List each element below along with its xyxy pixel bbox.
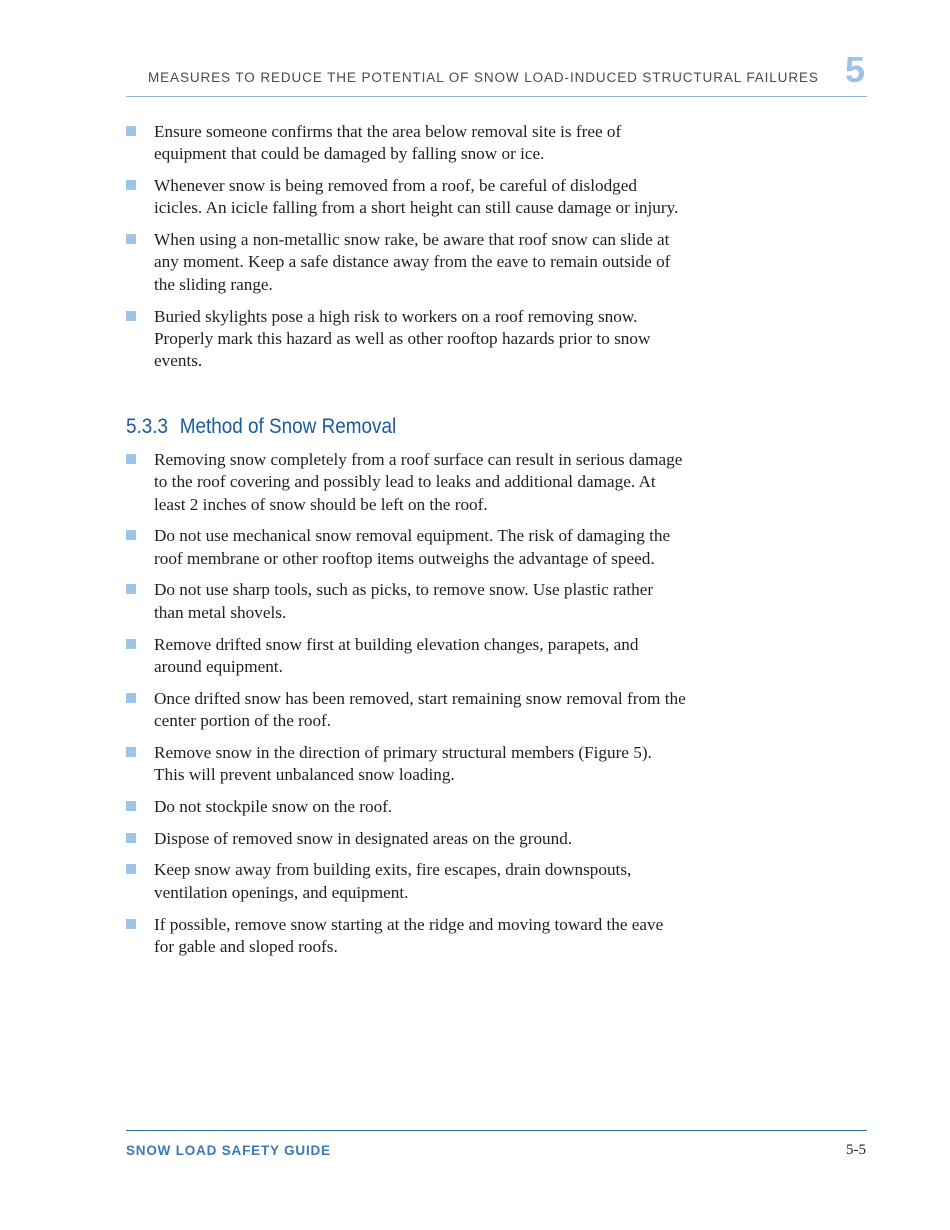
footer-divider — [126, 1130, 867, 1131]
list-item-text: When using a non-metallic snow rake, be aware that roof snow can slide at any moment. Keep a safe distance away from the eave to remain outside of the sliding range. — [154, 230, 671, 294]
running-header-title: MEASURES TO REDUCE THE POTENTIAL OF SNOW LOAD-INDUCED STRUCTURAL FAILURES — [148, 70, 819, 85]
list-item — [126, 742, 686, 787]
list-item — [126, 796, 686, 818]
square-bullet-icon — [126, 126, 136, 136]
square-bullet-icon — [126, 454, 136, 464]
list-item-text: Removing snow completely from a roof surface can result in serious damage to the roof covering and possibly lead to leaks and additional damage. At least 2 inches of snow should be left on the roof. — [154, 450, 683, 514]
list-item-text: Remove snow in the direction of primary structural members (Figure 5). This will prevent unbalanced snow loading. — [154, 742, 652, 785]
list-item — [126, 914, 686, 959]
list-item — [126, 859, 686, 904]
section-title: Method of Snow Removal — [179, 415, 397, 438]
square-bullet-icon — [126, 234, 136, 244]
list-item-text: Whenever snow is being removed from a roof, be careful of dislodged icicles. An icicle falling from a short height can still cause damage or injury. — [154, 176, 679, 218]
section-number: 5.3.3 — [126, 415, 169, 438]
square-bullet-icon — [126, 584, 136, 594]
square-bullet-icon — [126, 864, 136, 874]
square-bullet-icon — [126, 833, 136, 843]
list-item — [126, 634, 686, 679]
square-bullet-icon — [126, 801, 136, 811]
list-item — [126, 175, 686, 220]
list-item — [126, 306, 686, 373]
list-item-text: Ensure someone confirms that the area below removal site is free of equipment that could be damaged by falling snow or ice. — [154, 122, 622, 164]
list-item — [126, 688, 686, 733]
list-item — [126, 229, 686, 296]
list-item-text: Do not use mechanical snow removal equipment. The risk of damaging the roof membrane or other rooftop items outweighs the advantage of speed. — [154, 526, 671, 568]
footer-title: SNOW LOAD SAFETY GUIDE — [126, 1143, 331, 1158]
square-bullet-icon — [126, 180, 136, 190]
list-item — [126, 449, 686, 516]
square-bullet-icon — [126, 919, 136, 929]
chapter-number: 5 — [845, 49, 866, 90]
list-item — [126, 579, 686, 624]
square-bullet-icon — [126, 693, 136, 703]
page-number: 5-5 — [846, 1142, 866, 1158]
square-bullet-icon — [126, 311, 136, 321]
snow-removal-method-list — [126, 449, 686, 968]
list-item-text: Once drifted snow has been removed, start remaining snow removal from the center portion of the roof. — [154, 688, 686, 730]
list-item — [126, 121, 686, 166]
header-divider — [126, 96, 867, 97]
list-item-text: Do not stockpile snow on the roof. — [154, 796, 393, 816]
square-bullet-icon — [126, 639, 136, 649]
list-item-text: Buried skylights pose a high risk to workers on a roof removing snow. Properly mark this hazard as well as other rooftop hazards prior to snow events. — [154, 306, 651, 371]
section-heading — [126, 415, 396, 439]
square-bullet-icon — [126, 747, 136, 757]
safety-bullet-list — [126, 121, 686, 382]
list-item — [126, 828, 686, 850]
list-item-text: Dispose of removed snow in designated areas on the ground. — [154, 828, 573, 848]
list-item-text: If possible, remove snow starting at the ridge and moving toward the eave for gable and sloped roofs. — [154, 914, 664, 956]
square-bullet-icon — [126, 530, 136, 540]
list-item-text: Do not use sharp tools, such as picks, to remove snow. Use plastic rather than metal shovels. — [154, 580, 654, 622]
list-item-text: Remove drifted snow first at building elevation changes, parapets, and around equipment. — [154, 634, 639, 676]
list-item-text: Keep snow away from building exits, fire escapes, drain downspouts, ventilation openings, and equipment. — [154, 860, 632, 902]
list-item — [126, 525, 686, 570]
